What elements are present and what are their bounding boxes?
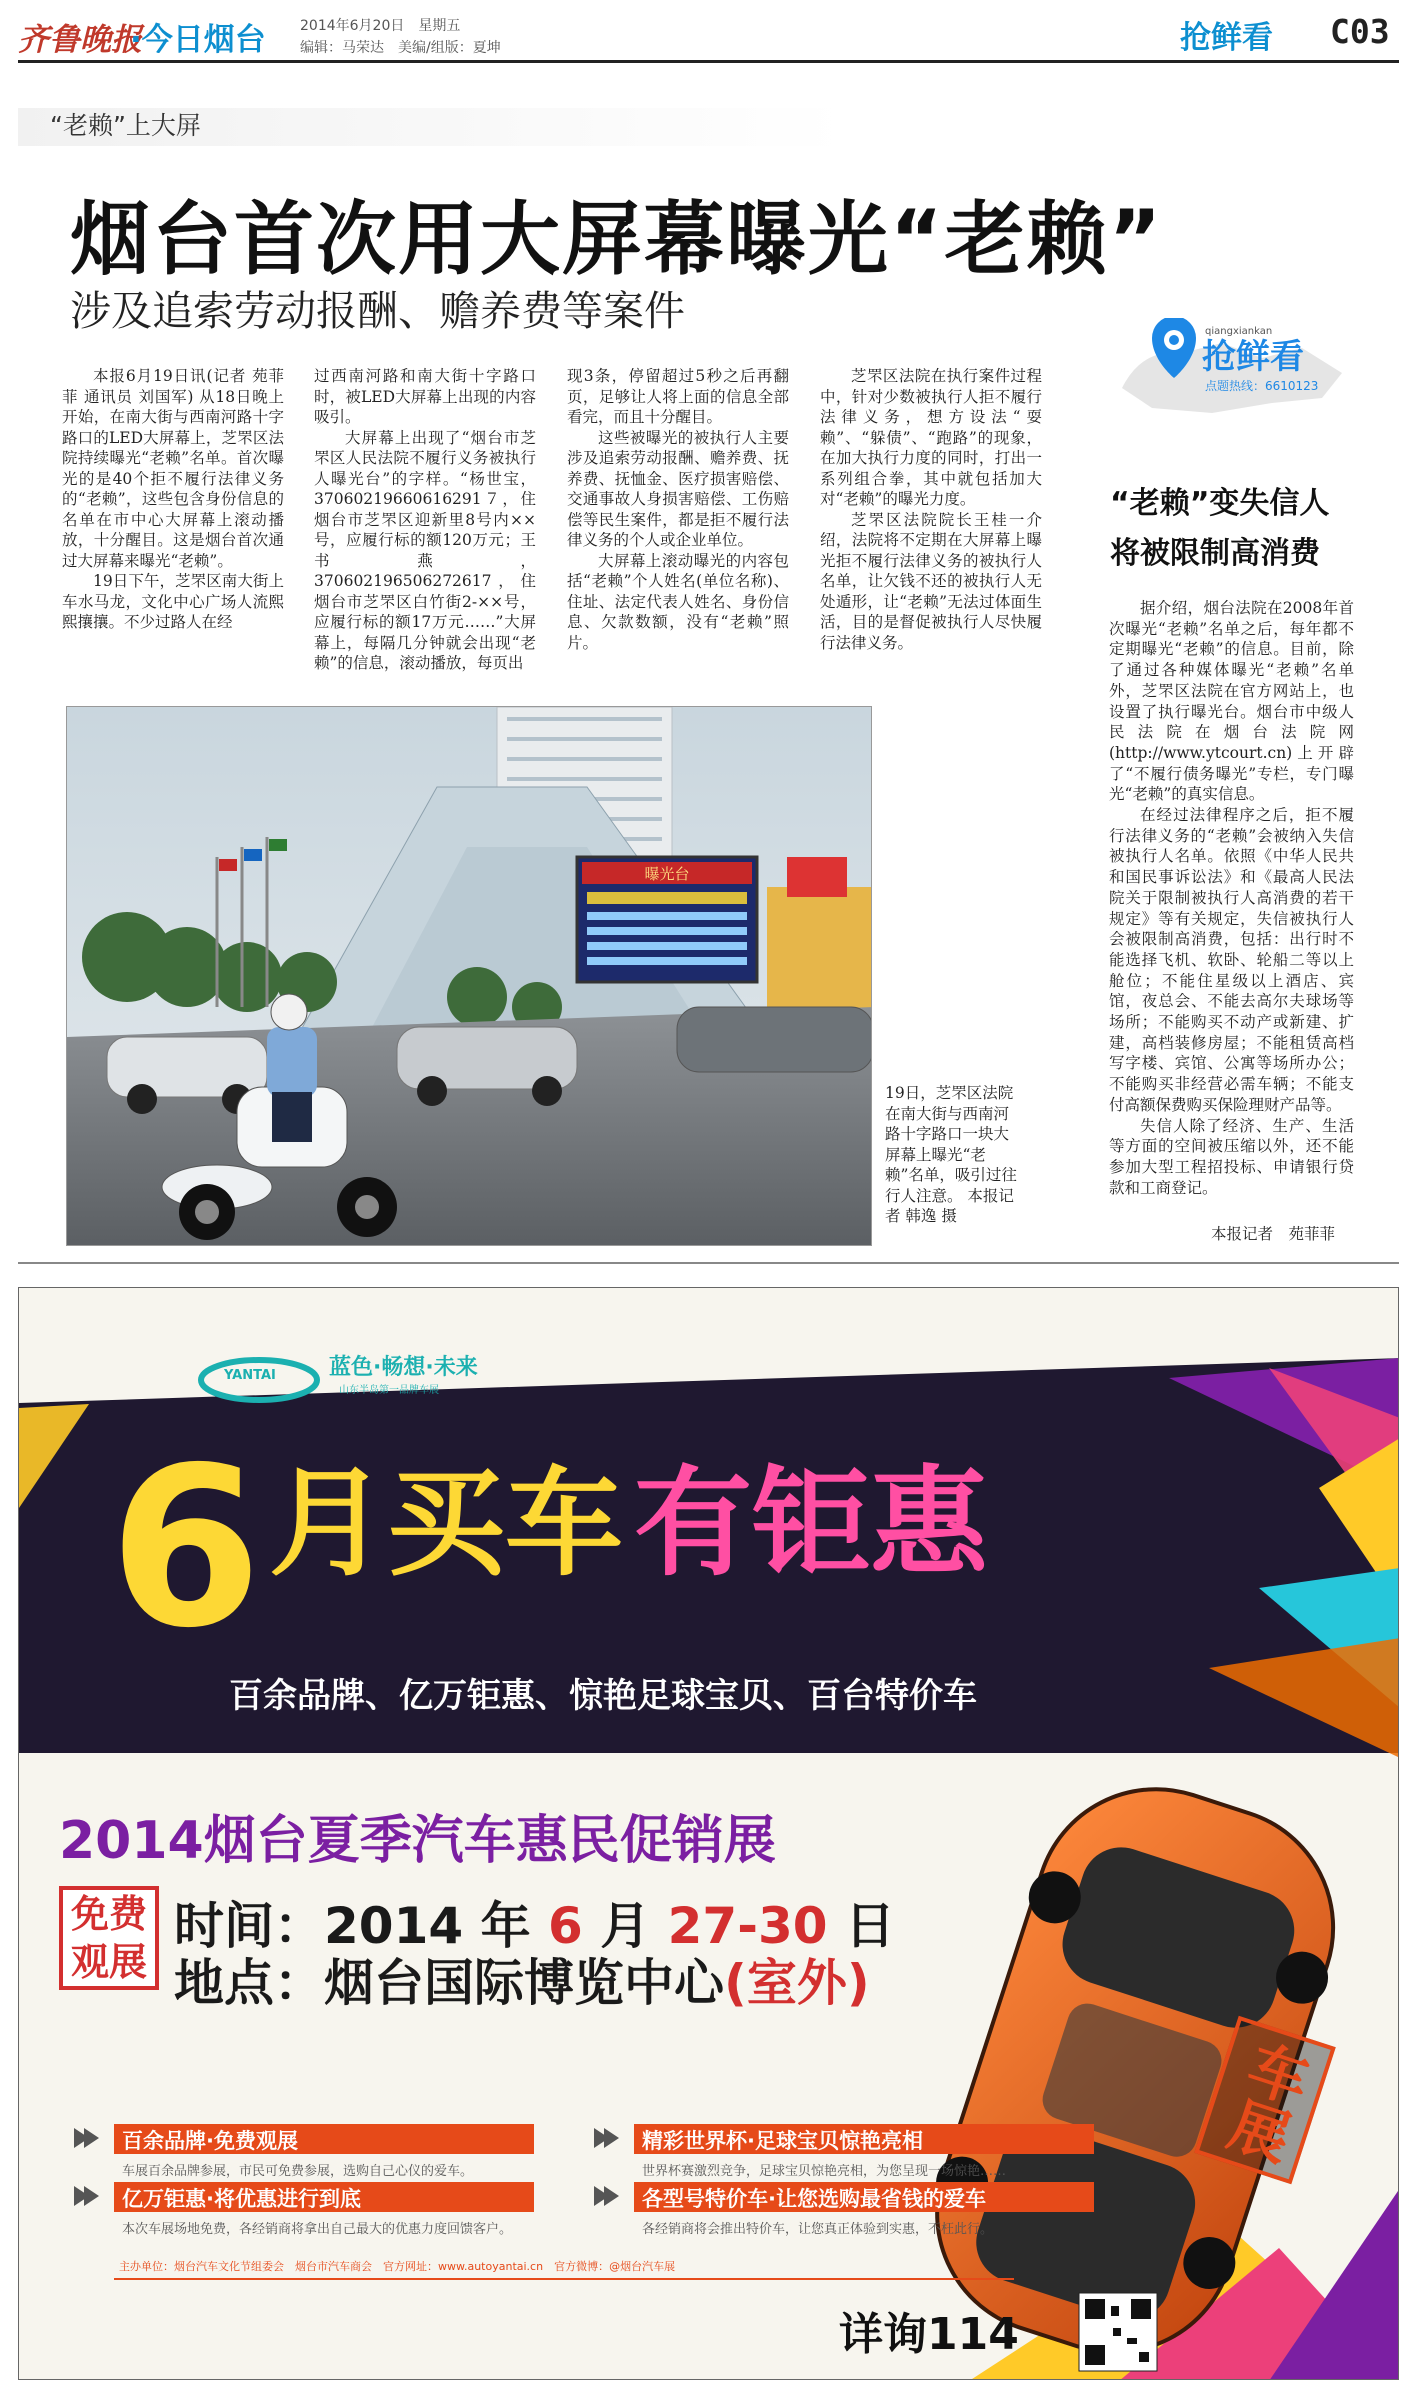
article-headline: 烟台首次用大屏幕曝光“老赖” [70, 193, 1164, 286]
time-day-unit: 日 [827, 1897, 895, 1955]
ad-slogan: 蓝色·畅想·未来 [329, 1355, 478, 1380]
place-note: (室外) [724, 1954, 870, 2012]
ad-contact: 详询114 [839, 2309, 1019, 2360]
kicker-bar [18, 108, 1399, 146]
paragraph: 过西南河路和南大街十字路口时，被LED大屏幕上出现的内容吸引。 [314, 367, 536, 426]
issue-date: 2014年6月20日 星期五 [300, 18, 461, 34]
sidebar-title-line-1: “老赖”变失信人 [1110, 486, 1330, 521]
article-kicker: “老赖”上大屏 [50, 111, 201, 140]
article-column-4 [820, 366, 1042, 653]
free-badge-line-1: 免费 [70, 1892, 147, 1936]
sidebar-title-line-2: 将被限制高消费 [1110, 536, 1320, 571]
section-divider [18, 1262, 1399, 1264]
paragraph: 大屏幕上出现了“烟台市芝罘区人民法院不履行义务被执行人曝光台”的字样。“杨世宝，37060219660616291７，住烟台市芝罘区迎新里8号内××号，应履行标的额120万元；王书燕，370602196506272617，住烟台市芝罘区白竹街2-××号，应履行标的额17万元……”大屏幕上，每隔几分钟就会出现“老赖”的信息，滚动播放，每页出 [314, 428, 536, 672]
paragraph: 芝罘区法院院长王桂一介绍，法院将不定期在大屏幕上曝光拒不履行法律义务的被执行人名单，让欠钱不还的被执行人无处遁形，让“老赖”无法过体面生活，目的是督促被执行人尽快履行法律义务。 [820, 510, 1042, 652]
ad-event-title: 2014烟台夏季汽车惠民促销展 [59, 1811, 776, 1871]
feature-4-desc: 各经销商将会推出特价车，让您真正体验到实惠，不枉此行。 [642, 2222, 994, 2237]
ad-tagline: 百余品牌、亿万钜惠、惊艳足球宝贝、百台特价车 [229, 1676, 977, 1716]
paragraph: 现3条，停留超过5秒之后再翻页，足够让人将上面的信息全部看完，而且十分醒目。 [567, 367, 789, 426]
logo-title: 抢鲜看 [1202, 337, 1304, 377]
paragraph: 这些被曝光的被执行人主要涉及追索劳动报酬、赡养费、抚养费、抚恤金、医疗损害赔偿、交通事故人身损害赔偿、工伤赔偿等民生案件，都是拒不履行法律义务的个人或企业单位。 [567, 428, 789, 549]
article-subhead: 涉及追索劳动报酬、赡养费等案件 [70, 287, 685, 335]
section-name: 抢鲜看 [1180, 20, 1273, 56]
street-scene-illustration [67, 707, 872, 1246]
page-number: C03 [1330, 12, 1390, 51]
article-column-3 [567, 366, 789, 653]
time-month: 6 [547, 1897, 583, 1955]
paragraph: 19日下午，芝罘区南大街上车水马龙，文化中心广场人流熙熙攘攘。不少过路人在经 [62, 572, 284, 631]
news-photo [66, 706, 872, 1246]
photo-caption: 19日，芝罘区法院在南大街与西南河路十字路口一块大屏幕上曝光“老赖”名单，吸引过往行人注意。 本报记者 韩逸 摄 [885, 1084, 1017, 1225]
logo-pinyin: qiangxiankan [1205, 326, 1273, 337]
ad-organizer-footer: 主办单位：烟台汽车文化节组委会 烟台市汽车商会 官方网址：www.autoyantai.cn 官方微博：@烟台汽车展 [119, 2260, 676, 2273]
place-label: 地点： [174, 1954, 324, 2012]
paragraph: 失信人除了经济、生产、生活等方面的空间被压缩以外，还不能参加大型工程招投标、申请银行贷款和工商登记。 [1109, 1116, 1354, 1197]
article-column-1 [62, 366, 284, 633]
ad-big-number: 6 [109, 1420, 263, 1676]
paragraph: 大屏幕上滚动曝光的内容包括“老赖”个人姓名(单位名称)、住址、法定代表人姓名、身份信息、欠款数额，没有“老赖”照片。 [567, 551, 789, 652]
free-badge-line-2: 观展 [70, 1940, 147, 1984]
time-days: 27-30 [667, 1897, 828, 1955]
editors-credit: 编辑：马荣达 美编/组版：夏坤 [300, 40, 501, 56]
map-logo-graphic [1122, 318, 1352, 418]
feature-2-title: 亿万钜惠·将优惠进行到底 [122, 2187, 361, 2211]
feature-2-desc: 本次车展场地免费，各经销商将拿出自己最大的优惠力度回馈客户。 [122, 2222, 513, 2237]
paragraph: 芝罘区法院在执行案件过程中，针对少数被执行人拒不履行法律义务，想方设法“耍赖”、“躲债”、“跑路”的现象，在加大执行力度的同时，打出一系列组合拳，其中就包括加大对“老赖”的曝光力度。 [820, 367, 1042, 508]
screen-title: 曝光台 [644, 865, 690, 883]
article-column-2 [314, 366, 536, 674]
hotline: 点题热线：6610123 [1205, 379, 1319, 393]
time-month-unit: 月 [582, 1897, 668, 1955]
paragraph: 本报6月19日讯(记者 苑菲菲 通讯员 刘国军) 从18日晚上开始，在南大街与西南河路十字路口的LED大屏幕上，芝罘区法院持续曝光“老赖”名单。首次曝光的是40个拒不履行法律义务的“老赖”，这些包含身份信息的名单在市中心大屏幕上滚动播放，十分醒目。这是烟台首次通过大屏幕来曝光“老赖”。 [62, 367, 284, 570]
paragraph: 据介绍，烟台法院在2008年首次曝光“老赖”名单之后，每年都不定期曝光“老赖”的信息。目前，除了通过各种媒体曝光“老赖”名单外，芝罘区法院在官方网站上，也设置了执行曝光台。烟台市中级人民法院在烟台法院网(http://www.ytcourt.cn)上开辟了“不履行债务曝光”专栏，专门曝光“老赖”的真实信息。 [1109, 599, 1354, 804]
paragraph: 在经过法律程序之后，拒不履行法律义务的“老赖”会被纳入失信被执行人名单。依照《中华人民共和国民事诉讼法》和《最高人民法院关于限制被执行人高消费的若干规定》等有关规定，失信被执行人会被限制高消费，包括：出行时不能选择飞机、软卧、轮船二等以上舱位；不能住星级以上酒店、宾馆，夜总会、不能去高尔夫球场等场所；不能购买不动产或新建、扩建，高档装修房屋；不能租赁高档写字楼、宾馆、公寓等场所办公；不能购买非经营必需车辆；不能支付高额保费购买保险理财产品等。 [1109, 806, 1354, 1114]
ad-big-highlight: 有钜惠 [634, 1454, 989, 1592]
ad-big-text: 月买车 [269, 1454, 624, 1592]
time-year: 2014 年 [324, 1897, 548, 1955]
header-rule [18, 60, 1399, 63]
free-badge [59, 1886, 159, 1990]
section-logo [1122, 318, 1352, 418]
feature-3-title: 精彩世界杯·足球宝贝惊艳亮相 [642, 2129, 923, 2153]
feature-1-title: 百余品牌·免费观展 [122, 2129, 298, 2153]
car-roof-text: 车展 [1194, 2016, 1336, 2184]
sidebar-author: 本报记者 苑菲菲 [1211, 1225, 1336, 1243]
newspaper-brand: 齐鲁晚报 [18, 22, 142, 58]
ad-place-line [174, 1943, 870, 2015]
time-label: 时间： [174, 1897, 324, 1955]
feature-3-desc: 世界杯赛激烈竞争，足球宝贝惊艳亮相，为您呈现一场惊艳…… [642, 2164, 1007, 2179]
ad-logo-text: YANTAI [224, 1368, 276, 1383]
edition-name: ·今日烟台 [130, 22, 266, 58]
feature-4-title: 各型号特价车·让您选购最省钱的爱车 [642, 2187, 986, 2211]
page-header [0, 0, 1417, 64]
ad-slogan-sub: 山东半岛第一品牌车展 [339, 1385, 439, 1396]
feature-1-desc: 车展百余品牌参展，市民可免费参展，选购自己心仪的爱车。 [122, 2164, 474, 2179]
sidebar-body [1109, 598, 1354, 1198]
car-show-advertisement [18, 1287, 1399, 2380]
place-name: 烟台国际博览中心 [324, 1954, 724, 2012]
